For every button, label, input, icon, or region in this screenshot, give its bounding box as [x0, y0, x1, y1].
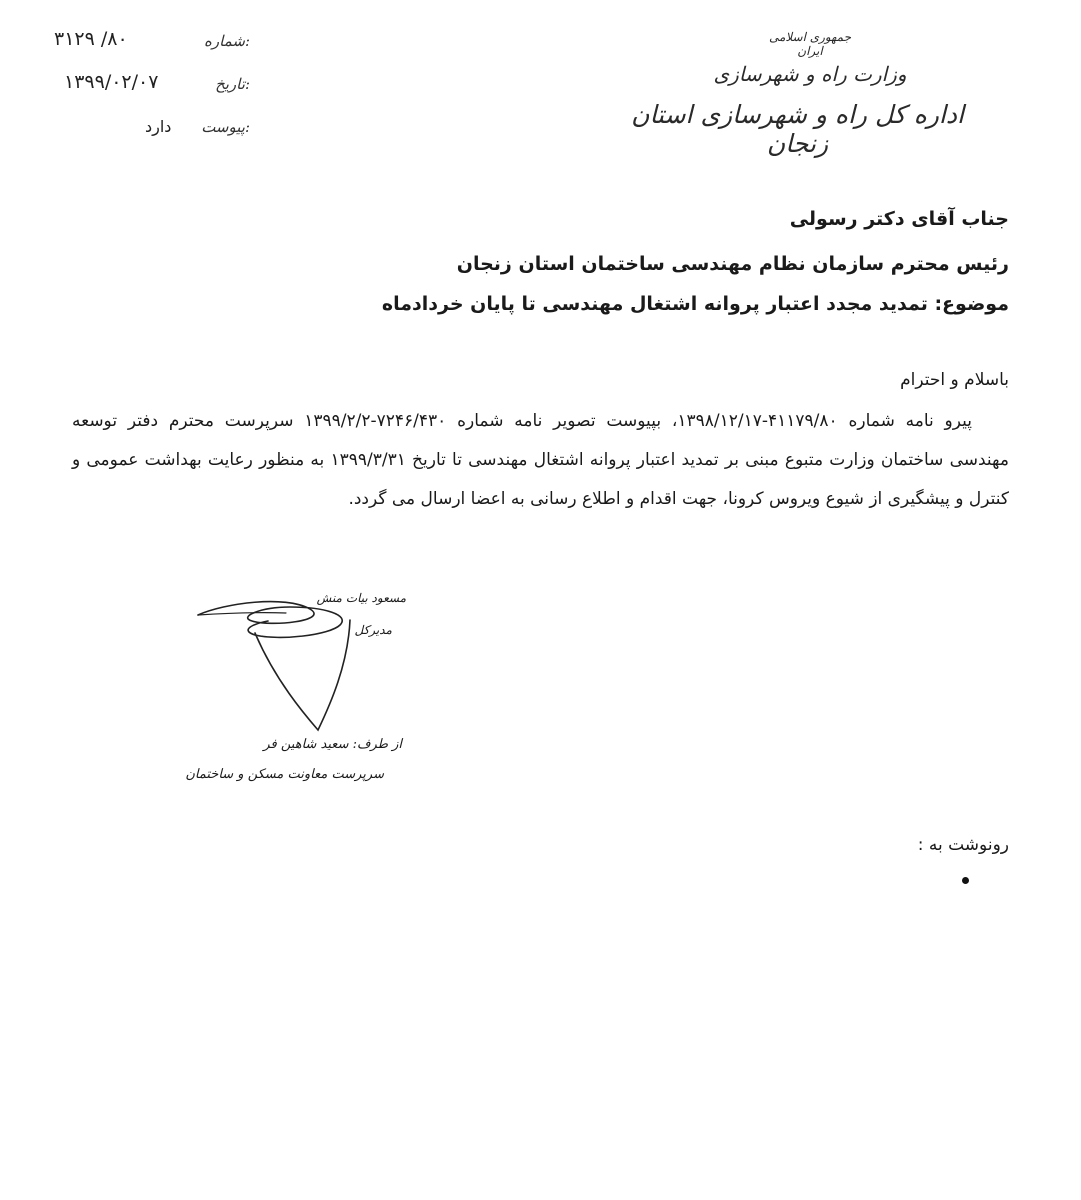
letter-attachment-value: دارد [145, 117, 172, 136]
letter-number-label: شماره: [204, 32, 250, 50]
signature-block [185, 585, 420, 795]
letter-attachment-label: پیوست: [201, 118, 250, 136]
letter-number-row [40, 28, 250, 62]
signature-deputy-line: سرپرست معاونت مسکن و ساختمان [185, 767, 384, 782]
letterhead-office: اداره کل راه و شهرسازی استان زنجان [631, 100, 964, 158]
letterhead-country: جمهوری اسلامی ایران [768, 30, 852, 58]
cc-label: رونوشت به : [917, 835, 1009, 855]
letter-date-value: ۱۳۹۹/۰۲/۰۷ [64, 71, 159, 93]
signature-scribble [190, 585, 420, 795]
signature-title-note: مدیرکل [354, 623, 392, 637]
signature-name-note: مسعود بیات منش [316, 591, 406, 605]
letter-subject: موضوع: تمدید مجدد اعتبار پروانه اشتغال مهندسی تا پایان خردادماه [381, 293, 1009, 315]
signature-from-line: از طرف: سعید شاهین فر [263, 737, 402, 752]
letter-number-value: ۸۰/ ۳۱۲۹ [54, 28, 128, 50]
letterhead [600, 28, 995, 158]
letterhead-ministry: وزارت راه و شهرسازی [713, 62, 907, 86]
cc-bullet [962, 877, 969, 884]
letter-attachment-row [40, 118, 250, 148]
letter-date-label: تاریخ: [215, 75, 250, 93]
greeting: باسلام و احترام [900, 370, 1009, 390]
recipient-name: جناب آقای دکتر رسولی [789, 208, 1009, 230]
letter-date-row [40, 71, 250, 105]
recipient-position: رئیس محترم سازمان نظام مهندسی ساختمان استان زنجان [456, 253, 1009, 275]
body-paragraph: پیرو نامه شماره ۴۱۱۷۹/۸۰-۱۳۹۸/۱۲/۱۷، بپیوست تصویر نامه شماره ۷۲۴۶/۴۳۰-۱۳۹۹/۲/۲ سرپرست محترم دفتر توسعه مهندسی ساختمان وزارت متبوع مبنی بر تمدید اعتبار پروانه اشتغال مهندسی تا تاریخ ۱۳۹۹/۳/۳۱ به منظور رعایت بهداشت عمومی و کنترل و پیشگیری از شیوع ویروس کرونا، جهت اقدام و اطلاع رسانی به اعضا ارسال می گردد. [72, 411, 1009, 509]
